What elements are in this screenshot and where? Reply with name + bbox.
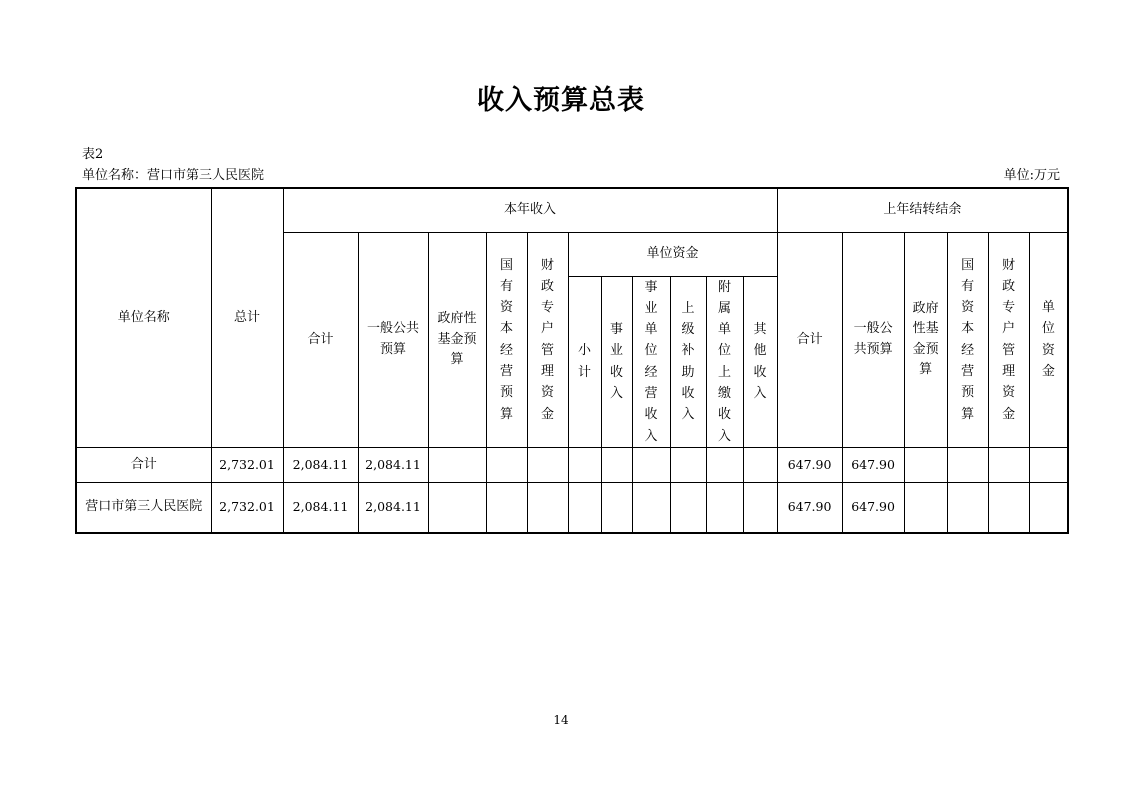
row-cy-subtotal: 2,084.11	[283, 448, 358, 483]
empty-cell	[486, 483, 527, 533]
empty-cell	[947, 483, 988, 533]
empty-cell	[601, 483, 632, 533]
header-cy-gov-fund: 政府性基金预算	[428, 232, 486, 448]
header-uf-subtotal: 小计	[568, 276, 601, 448]
header-cy-fiscal-special: 财政专户管理资金	[527, 232, 568, 448]
row-total: 2,732.01	[211, 448, 283, 483]
header-cy-state-capital: 国有资本经营预算	[486, 232, 527, 448]
empty-cell	[568, 448, 601, 483]
currency-unit-label: 单位:万元	[1003, 168, 1060, 183]
header-total: 总计	[211, 188, 283, 448]
table-row	[76, 448, 1068, 483]
empty-cell	[527, 448, 568, 483]
empty-cell	[743, 483, 777, 533]
header-unit-funds: 单位资金	[568, 232, 777, 276]
header-uf-other-income: 其他收入	[743, 276, 777, 448]
empty-cell	[1029, 448, 1068, 483]
header-unit-name: 单位名称	[76, 188, 211, 448]
header-uf-business-operation: 事业单位经营收入	[632, 276, 670, 448]
row-name: 合计	[76, 448, 211, 483]
empty-cell	[904, 483, 947, 533]
row-py-general-public: 647.90	[842, 448, 904, 483]
empty-cell	[632, 483, 670, 533]
header-uf-affiliated-remit: 附属单位上缴收入	[706, 276, 743, 448]
header-py-general-public: 一般公共预算	[842, 232, 904, 448]
empty-cell	[904, 448, 947, 483]
row-cy-general-public: 2,084.11	[358, 448, 428, 483]
header-current-year-income: 本年收入	[283, 188, 777, 232]
empty-cell	[988, 448, 1029, 483]
table-row	[76, 483, 1068, 533]
row-py-subtotal: 647.90	[777, 448, 842, 483]
table-number: 表2	[82, 147, 104, 162]
header-cy-general-public: 一般公共预算	[358, 232, 428, 448]
row-total: 2,732.01	[211, 483, 283, 533]
header-cy-subtotal: 合计	[283, 232, 358, 448]
income-budget-table	[75, 187, 1069, 534]
empty-cell	[706, 483, 743, 533]
empty-cell	[486, 448, 527, 483]
empty-cell	[428, 483, 486, 533]
row-cy-subtotal: 2,084.11	[283, 483, 358, 533]
empty-cell	[706, 448, 743, 483]
header-uf-superior-subsidy: 上级补助收入	[670, 276, 706, 448]
header-py-gov-fund: 政府性基金预算	[904, 232, 947, 448]
header-py-fiscal-special: 财政专户管理资金	[988, 232, 1029, 448]
empty-cell	[743, 448, 777, 483]
empty-cell	[428, 448, 486, 483]
empty-cell	[947, 448, 988, 483]
empty-cell	[670, 483, 706, 533]
header-prior-year-carryover: 上年结转结余	[777, 188, 1068, 232]
header-py-unit-funds: 单位资金	[1029, 232, 1068, 448]
page-number: 14	[553, 713, 569, 727]
empty-cell	[1029, 483, 1068, 533]
page-title: 收入预算总表	[477, 85, 645, 116]
header-py-subtotal: 合计	[777, 232, 842, 448]
unit-name-line: 单位名称：营口市第三人民医院	[82, 168, 265, 183]
row-py-general-public: 647.90	[842, 483, 904, 533]
header-uf-business-income: 事业收入	[601, 276, 632, 448]
empty-cell	[988, 483, 1029, 533]
empty-cell	[527, 483, 568, 533]
empty-cell	[632, 448, 670, 483]
header-py-state-capital: 国有资本经营预算	[947, 232, 988, 448]
row-cy-general-public: 2,084.11	[358, 483, 428, 533]
empty-cell	[568, 483, 601, 533]
empty-cell	[601, 448, 632, 483]
row-name: 营口市第三人民医院	[76, 483, 211, 533]
row-py-subtotal: 647.90	[777, 483, 842, 533]
empty-cell	[670, 448, 706, 483]
